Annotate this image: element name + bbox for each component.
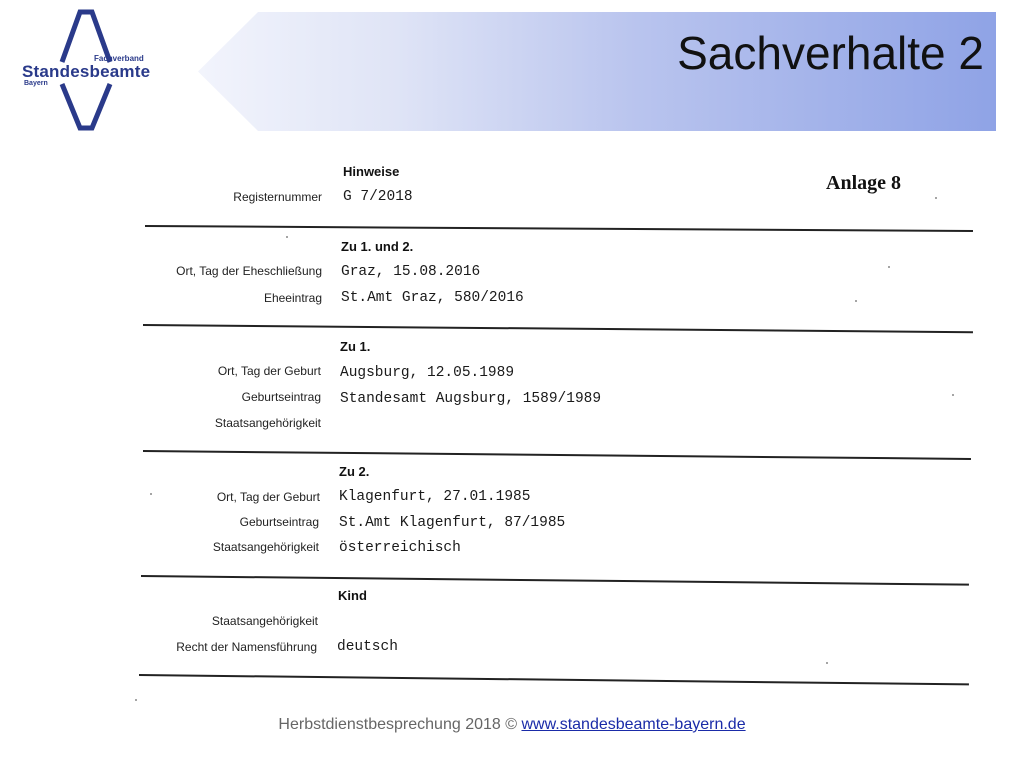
section-divider — [139, 674, 969, 685]
slide-title: Sachverhalte 2 — [677, 27, 984, 79]
section-heading-child: Kind — [338, 588, 367, 603]
field-value-birth-entry: Standesamt Augsburg, 1589/1989 — [340, 391, 602, 407]
section-divider — [143, 450, 971, 460]
section-heading-person-1: Zu 1. — [340, 339, 371, 354]
section-heading-notes: Hinweise — [343, 164, 400, 179]
scan-speck — [826, 662, 828, 664]
field-label-marriage-entry: Eheeintrag — [263, 291, 322, 305]
scan-speck — [952, 394, 954, 396]
footer-link[interactable]: www.standesbeamte-bayern.de — [521, 716, 746, 733]
scan-speck — [135, 699, 137, 701]
scan-speck — [855, 300, 857, 302]
field-value-register-number: G 7/2018 — [343, 189, 413, 205]
field-label-nationality: Staatsangehörigkeit — [211, 614, 318, 628]
scan-speck — [286, 236, 288, 238]
logo-text-bottom: Bayern — [24, 80, 48, 87]
field-label-nationality: Staatsangehörigkeit — [212, 540, 319, 554]
field-label-naming-law: Recht der Namensführung — [176, 640, 317, 654]
section-heading-person-2: Zu 2. — [339, 464, 370, 479]
field-label-birth-place-date: Ort, Tag der Geburt — [217, 364, 321, 378]
section-divider — [145, 225, 973, 232]
annex-label: Anlage 8 — [826, 172, 901, 194]
footer — [0, 716, 1024, 734]
section-heading-both: Zu 1. und 2. — [341, 239, 414, 254]
field-label-birth-entry: Geburtseintrag — [239, 515, 319, 529]
field-value-marriage-place-date: Graz, 15.08.2016 — [341, 264, 481, 280]
field-label-birth-entry: Geburtseintrag — [241, 390, 321, 404]
scan-speck — [935, 197, 937, 199]
field-value-birth-place-date: Klagenfurt, 27.01.1985 — [339, 489, 531, 505]
footer-text: Herbstdienstbesprechung 2018 © — [278, 716, 518, 733]
field-label-marriage-place-date: Ort, Tag der Eheschließung — [176, 264, 322, 278]
scan-speck — [888, 266, 890, 268]
logo-text-top: Fachverband — [94, 54, 144, 63]
field-value-birth-entry: St.Amt Klagenfurt, 87/1985 — [339, 515, 566, 531]
logo-text-main: Standesbeamte — [22, 62, 151, 81]
field-label-birth-place-date: Ort, Tag der Geburt — [216, 490, 320, 504]
field-label-nationality: Staatsangehörigkeit — [214, 416, 321, 430]
section-divider — [143, 324, 973, 333]
field-label-register-number: Registernummer — [233, 190, 322, 204]
field-value-naming-law: deutsch — [337, 639, 398, 655]
field-value-birth-place-date: Augsburg, 12.05.1989 — [340, 365, 515, 381]
scan-speck — [150, 493, 152, 495]
field-value-nationality: österreichisch — [339, 540, 461, 556]
field-value-marriage-entry: St.Amt Graz, 580/2016 — [341, 290, 524, 306]
section-divider — [141, 575, 969, 586]
